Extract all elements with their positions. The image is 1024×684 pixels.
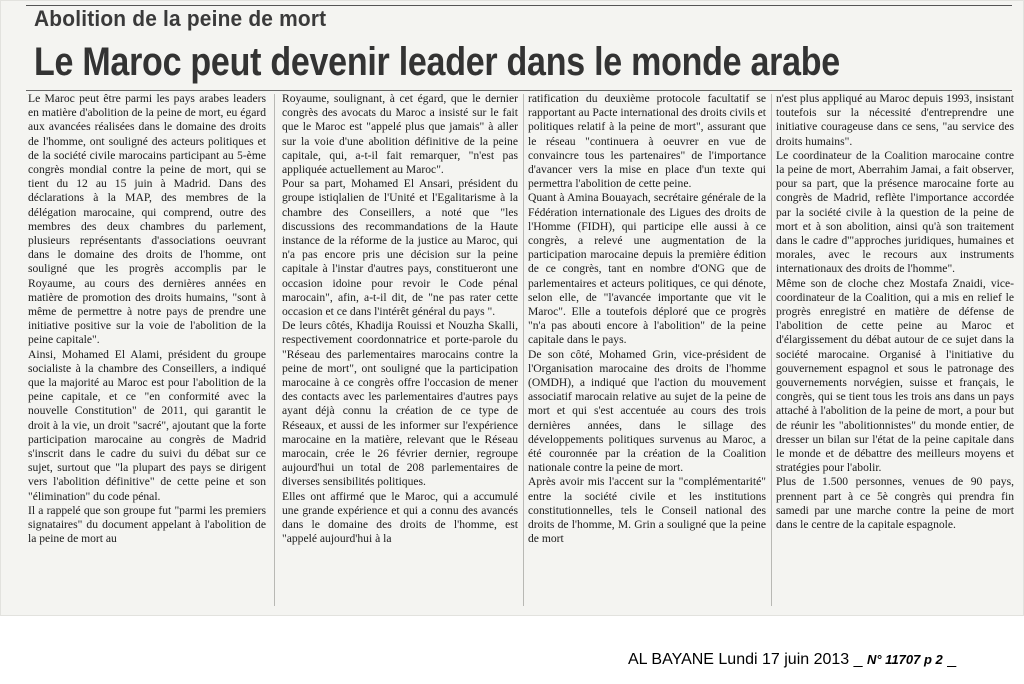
- publication-info: AL BAYANE Lundi 17 juin 2013: [628, 651, 850, 668]
- paragraph: Quant à Amina Bouayach, secrétaire générale de la Fédération internationale des Ligues des droits de l'Homme (FIDH), qui participe elle aussi à ce congrès, a relevé une augmentation de la participation marocaine depuis la première édition de ce congrès, tant en nombre d'ONG que de parlementaires et acteurs politiques, ce qui dénote, selon elle, de "l'avancée importante que vit le Maroc". Elle a toutefois déploré que ce progrès "n'a pas abouti encore à l'abolition" de la peine capitale dans le pays.: [528, 191, 766, 347]
- column-divider: [771, 94, 772, 606]
- paragraph: Plus de 1.500 personnes, venues de 90 pays, prennent part à ce 5è congrès qui prendra fin samedi par une marche contre la peine de mort dans le centre de la capitale espagnole.: [776, 475, 1014, 532]
- headline-rule: [26, 90, 1012, 91]
- article-column-3: [528, 92, 766, 606]
- publication-footer: [628, 651, 956, 669]
- paragraph: De leurs côtés, Khadija Rouissi et Nouzha Skalli, respectivement coordonnatrice et porte-parole du "Réseau des parlementaires marocains contre la peine de mort", ont souligné que la participation marocaine à ce congrès offre l'occasion de mener des contacts avec les parlementaires d'autres pays ayant déjà connu la création de ce type de Réseaux, et aussi de les informer sur l'expérience marocaine en la matière, relevant que le Réseau marocain, crée le 26 février dernier, regroupe aujourd'hui un total de 208 parlementaires de diverses sensibilités politiques.: [282, 319, 518, 489]
- paragraph: Elles ont affirmé que le Maroc, qui a accumulé une grande expérience et qui a connu des avancés dans le domaine des droits de l'homme, est "appelé aujourd'hui à la: [282, 489, 518, 546]
- article-headline: Le Maroc peut devenir leader dans le monde arabe: [34, 40, 840, 84]
- paragraph: Il a rappelé que son groupe fut "parmi les premiers signataires" du document appelant à l'abolition de la peine de mort au: [28, 503, 266, 546]
- paragraph: Même son de cloche chez Mostafa Znaidi, vice-coordinateur de la Coalition, qui a mis en relief le progrès enregistré en matière de défense de l'abolition de cette peine au Maroc et d'élargissement du débat autour de ce sujet dans la société marocaine. Organisé à l'initiative du gouvernement espagnol et sous le patronage des gouvernements norvégien, suisse et français, le congrès, qui se tient tous les trois ans dans un pays attaché à l'abolition de la peine de mort, a pour but de réunir les "abolitionnistes" du monde entier, de dresser un bilan sur l'état de la peine capitale dans le monde et de débattre des meilleurs moyens et stratégies pour l'abolir.: [776, 276, 1014, 475]
- issue-number: N° 11707 p 2: [866, 652, 943, 667]
- paragraph: Ainsi, Mohamed El Alami, président du groupe socialiste à la chambre des Conseillers, a indiqué que la majorité au Maroc est pour l'abolition de la peine capitale, et ce "en conformité avec la nouvelle Constitution" de 2011, qui garantit le droit à la vie, un droit "sacré", ajoutant que la forte participation marocaine au congrès de Madrid s'inscrit dans le cadre du suivi du débat sur ce sujet, surtout que "la plupart des pays se dirigent vers l'abolition définitive" de cette peine et son "élimination" du code pénal.: [28, 347, 266, 503]
- article-column-1: [28, 92, 266, 606]
- paragraph: ratification du deuxième protocole facultatif se rapportant au Pacte international des droits civils et politiques relatif à la peine de mort", assurant que le réseau "continuera à oeuvrer en vue de convaincre tous les partenaires" de l'importance d'avancer vers la mise en place d'un texte qui permettra l'abolition de cette peine.: [528, 92, 766, 191]
- paragraph: De son côté, Mohamed Grin, vice-président de l'Organisation marocaine des droits de l'homme (OMDH), a indiqué que l'action du mouvement associatif marocain relative au sujet de la peine de mort et qui s'est accentuée au cours des trois dernières années, dans le sillage des développements politiques survenus au Maroc, a été couronnée par la création de la Coalition nationale contre la peine de mort.: [528, 347, 766, 475]
- paragraph: Le coordinateur de la Coalition marocaine contre la peine de mort, Aberrahim Jamai, a fait observer, pour sa part, que la présence marocaine forte au congrès de Madrid, reflète l'importance accordée par la société civile à la question de la peine de mort et à son abolition, ainsi qu'à son traitement dans le cadre d'"approches juridiques, humaines et morales, avec le recours aux instruments internationaux des droits de l'homme".: [776, 148, 1014, 276]
- paragraph: Le Maroc peut être parmi les pays arabes leaders en matière d'abolition de la peine de mort, eu égard aux avancées réalisées dans le domaine des droits de l'homme, ont souligné des acteurs politiques et de la société civile marocains participant au 5-ème congrès mondial contre la peine de mort, qui se tient du 12 au 15 juin à Madrid. Dans des déclarations à la MAP, des membres de la délégation marocaine, qui comprend, outre des membres des deux chambres du parlement, plusieurs représentants d'associations oeuvrant dans le domaine des droits de l'homme, ont souligné que les progrès accomplis par le Royaume, au cours des dernières années en matière de promotion des droits humains, "sont à même de permettre à notre pays de prendre une initiative positive sur la voie de l'abolition de la peine capitale".: [28, 92, 266, 347]
- paragraph: Après avoir mis l'accent sur la "complémentarité" entre la société civile et les institutions constitutionnelles, tels le Conseil national des droits de l'homme, M. Grin a souligné que la peine de mort: [528, 475, 766, 546]
- paragraph: n'est plus appliqué au Maroc depuis 1993, insistant toutefois sur la nécessité d'entreprendre une initiative courageuse dans ce sens, "au service des droits humains".: [776, 92, 1014, 148]
- column-divider: [274, 94, 275, 606]
- article-kicker: Abolition de la peine de mort: [34, 6, 327, 31]
- footer-separator: _: [942, 651, 957, 668]
- paragraph: Royaume, soulignant, à cet égard, que le dernier congrès des avocats du Maroc a insisté sur le fait que le Maroc est "appelé plus que jamais" à aller sur la voie d'une abolition définitive de la peine capitale, qui, a-t-il fait remarquer, "n'est pas appliquée actuellement au Maroc".: [282, 92, 518, 177]
- footer-separator: _: [849, 651, 867, 668]
- article-column-2: [282, 92, 518, 606]
- column-divider: [523, 94, 524, 606]
- article-column-4: [776, 92, 1014, 606]
- paragraph: Pour sa part, Mohamed El Ansari, président du groupe istiqlalien de l'Unité et l'Egalitarisme à la chambre des Conseillers, a noté que "les discussions des recommandations de la Haute instance de la réforme de la justice au Maroc, qui n'a pas encore pris une décision sur la peine capitale à l'instar d'autres pays, constitueront une occasion idoine pour revoir le Code pénal marocain", afin, a-t-il dit, de "ne pas rater cette occasion et ce dans l'intérêt général du pays ".: [282, 177, 518, 319]
